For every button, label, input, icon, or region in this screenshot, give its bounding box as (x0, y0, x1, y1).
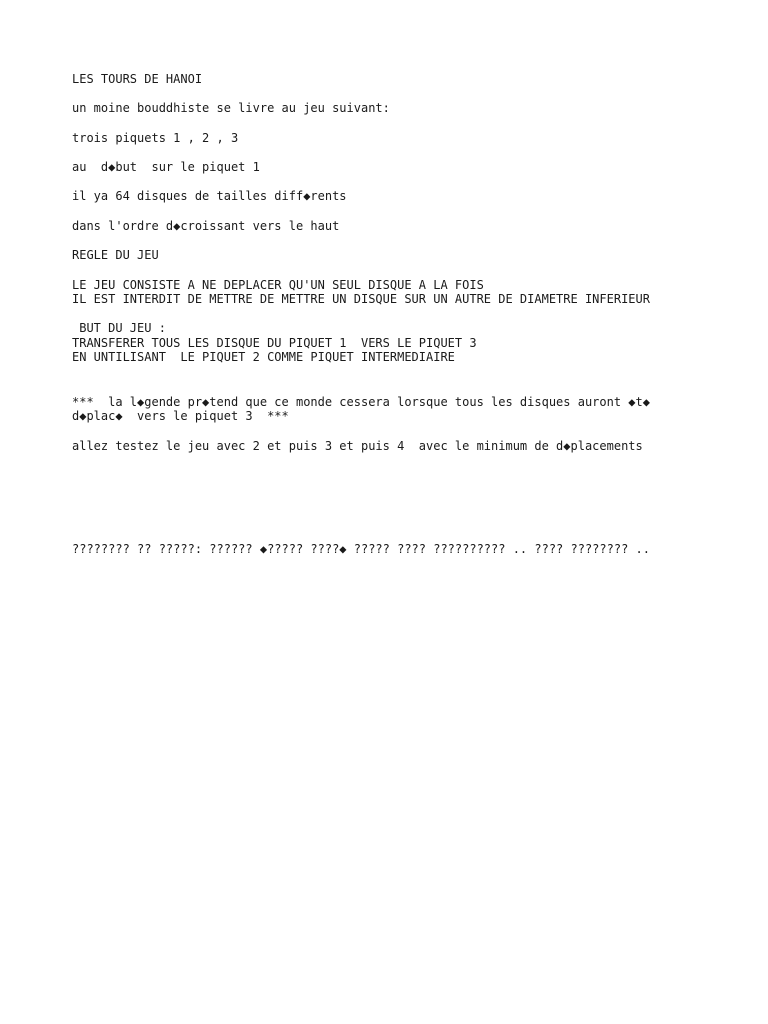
start-line: au d◆but sur le piquet 1 (72, 160, 260, 174)
goal-heading: BUT DU JEU : (72, 321, 166, 335)
order-line: dans l'ordre d◆croissant vers le haut (72, 219, 340, 233)
rule-two: IL EST INTERDIT DE METTRE DE METTRE UN DISQUE SUR UN AUTRE DE DIAMETRE INFERIEUR (72, 292, 650, 306)
goal-line-one: TRANSFERER TOUS LES DISQUE DU PIQUET 1 VERS LE PIQUET 3 (72, 336, 477, 350)
rule-one: LE JEU CONSISTE A NE DEPLACER QU'UN SEUL DISQUE A LA FOIS (72, 278, 484, 292)
intro-line: un moine bouddhiste se livre au jeu suivant: (72, 101, 390, 115)
goal-line-two: EN UNTILISANT LE PIQUET 2 COMME PIQUET INTERMEDIAIRE (72, 350, 455, 364)
rules-heading: REGLE DU JEU (72, 248, 159, 262)
legend-line-one: *** la l◆gende pr◆tend que ce monde cessera lorsque tous les disques auront ◆t◆ (72, 395, 650, 409)
pegs-line: trois piquets 1 , 2 , 3 (72, 131, 239, 145)
disks-line: il ya 64 disques de tailles diff◆rents (72, 189, 347, 203)
garbled-line: ???????? ?? ?????: ?????? ◆????? ????◆ ????? ???? ?????????? .. ???? ???????? .. (72, 542, 650, 556)
challenge-line: allez testez le jeu avec 2 et puis 3 et puis 4 avec le minimum de d◆placements (72, 439, 643, 453)
legend-line-two: d◆plac◆ vers le piquet 3 *** (72, 409, 289, 423)
document-title: LES TOURS DE HANOI (72, 72, 203, 86)
